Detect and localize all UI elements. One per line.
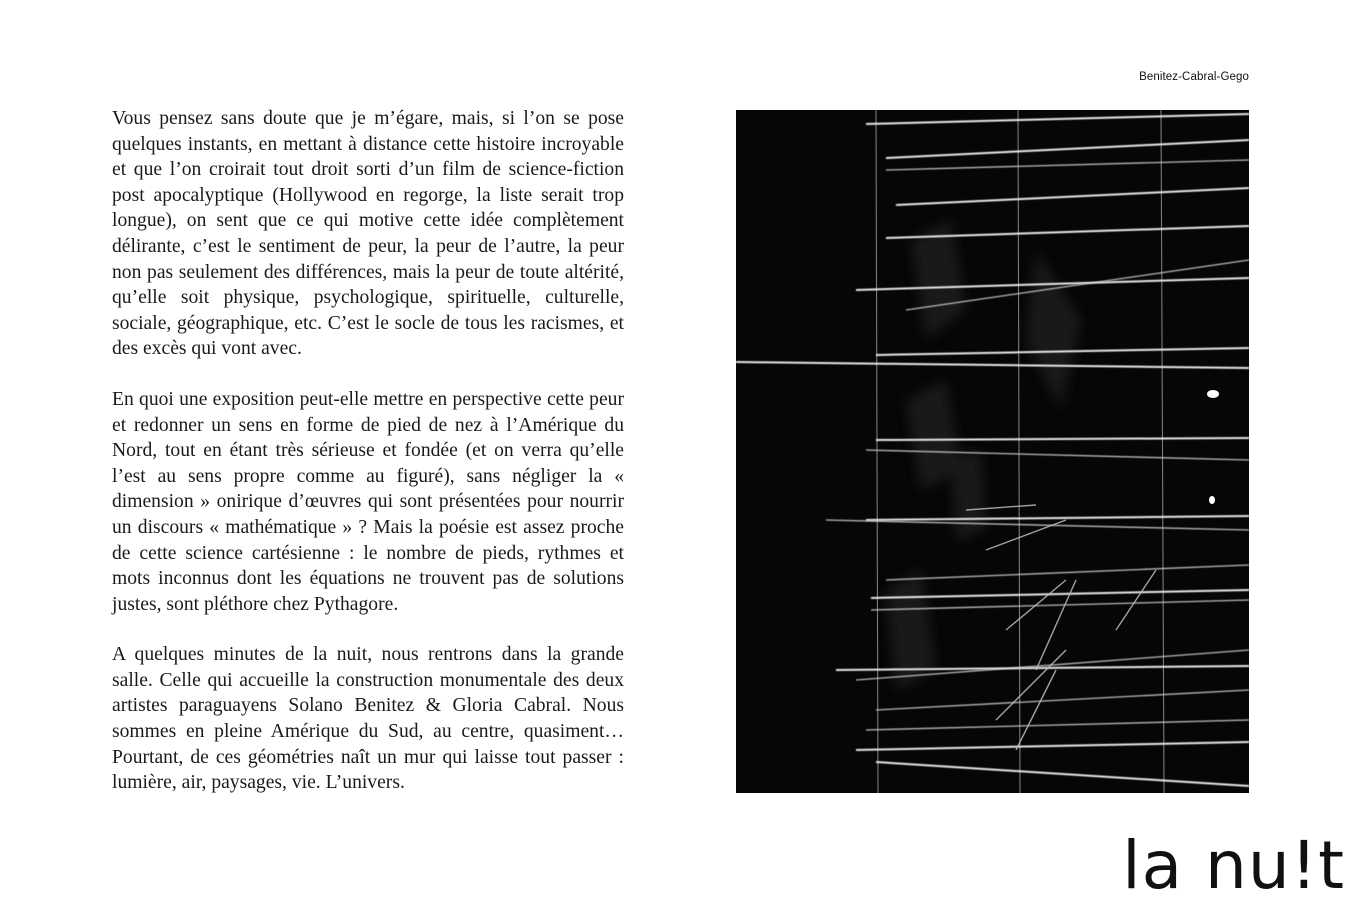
magazine-logo: la nu!t	[1122, 827, 1345, 904]
article-body	[112, 106, 624, 821]
string-structure-image	[736, 110, 1249, 793]
section-title: Benitez-Cabral-Gego	[1139, 71, 1249, 83]
article-paragraph-3: A quelques minutes de la nuit, nous rentrons dans la grande salle. Celle qui accueille la construction monumentale des deux artistes paraguayens Solano Benitez & Gloria Cabral. Nous sommes en pleine Amérique du Sud, au centre, quasiment… Pourtant, de ces géométries naît un mur qui laisse tout passer : lumière, air, paysages, vie. L’univers.	[112, 644, 624, 794]
article-paragraph-1: Vous pensez sans doute que je m’égare, mais, si l’on se pose quelques instants, en mettant à distance cette histoire incroyable et que l’on croirait tout droit sorti d’un film de science-fiction post apocalyptique (Hollywood en regorge, la liste serait trop longue), on sent que ce qui motive cette idée complètement délirante, c’est le sentiment de peur, la peur de l’autre, la peur non pas seulement des différences, mais la peur de toute altérité, qu’elle soit physique, psychologique, spirituelle, culturelle, sociale, géographique, etc. C’est le socle de tous les racismes, et des excès qui vont avec.	[112, 108, 624, 360]
artwork-photograph	[736, 110, 1249, 793]
article-paragraph-2: En quoi une exposition peut-elle mettre en perspective cette peur et redonner un sens en forme de pied de nez à l’Amérique du Nord, tout en étant très sérieuse et fondée (et on verra qu’elle l’est au sens propre comme au figuré), sans négliger la « dimension » onirique d’œuvres qui sont présentées pour nourrir un discours « mathématique » ? Mais la poésie est assez proche de cette science cartésienne : le nombre de pieds, rythmes et mots inconnus dont les équations ne trouvent pas de solutions justes, sont pléthore chez Pythagore.	[112, 388, 624, 615]
